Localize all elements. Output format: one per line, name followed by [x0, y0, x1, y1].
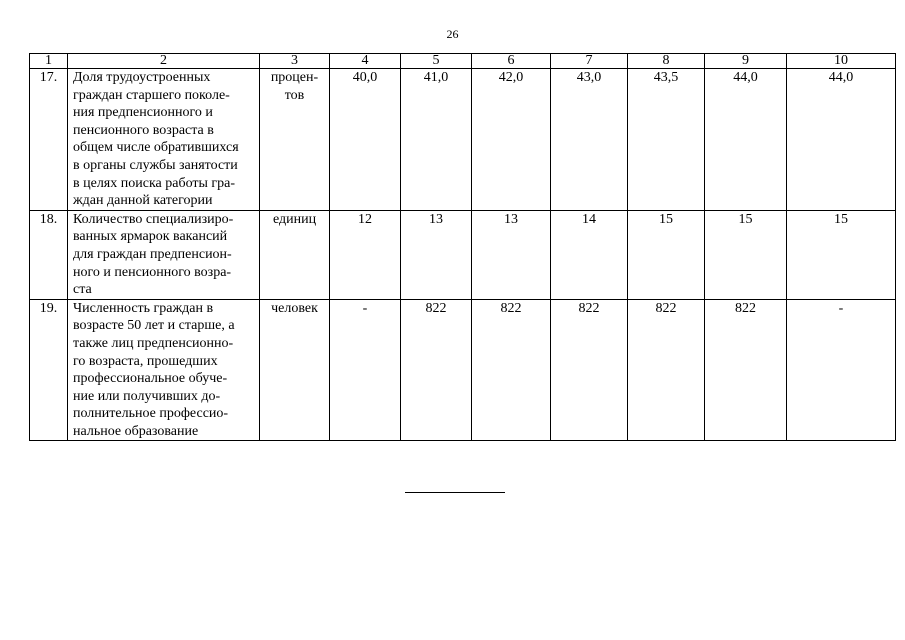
- header-cell: 4: [330, 54, 401, 69]
- value-cell: 822: [628, 299, 705, 441]
- value-cell: 40,0: [330, 69, 401, 211]
- value-cell: 44,0: [787, 69, 896, 211]
- value-cell: 15: [787, 210, 896, 299]
- value-cell: 43,5: [628, 69, 705, 211]
- header-cell: 3: [260, 54, 330, 69]
- unit-line: человек: [271, 300, 318, 316]
- header-cell: 8: [628, 54, 705, 69]
- indicator-name-line: Численность граждан в: [73, 300, 214, 316]
- indicator-name: [68, 69, 260, 211]
- value-cell: 13: [472, 210, 551, 299]
- indicator-name-line: возрасте 50 лет и старше, а: [73, 318, 235, 334]
- indicators-table: [29, 53, 896, 441]
- page-number: 26: [446, 27, 459, 41]
- indicator-name-line: Количество специализиро-: [73, 211, 234, 227]
- unit-line: тов: [284, 87, 305, 103]
- indicator-name-line: также лиц предпенсионно-: [73, 335, 234, 351]
- indicator-name-line: общем числе обратившихся: [73, 140, 239, 156]
- table-row: [30, 69, 896, 211]
- indicator-name-line: ние или получивших до-: [73, 388, 221, 404]
- indicator-name-line: полнительное профессио-: [73, 406, 229, 422]
- indicator-name-line: ждан данной категории: [73, 193, 213, 209]
- indicator-name-line: граждан старшего поколе-: [73, 87, 230, 103]
- header-cell: 7: [551, 54, 628, 69]
- value-cell: -: [787, 299, 896, 441]
- indicator-name-line: нальное образование: [73, 423, 199, 439]
- indicator-name-line: в целях поиска работы гра-: [73, 175, 236, 191]
- header-cell: 2: [68, 54, 260, 69]
- header-row: [30, 54, 896, 69]
- header-cell: 6: [472, 54, 551, 69]
- value-cell: 15: [705, 210, 787, 299]
- indicator-name-line: ста: [73, 282, 92, 298]
- value-cell: 13: [401, 210, 472, 299]
- value-cell: 822: [705, 299, 787, 441]
- unit-cell: [260, 210, 330, 299]
- header-cell: 9: [705, 54, 787, 69]
- indicator-name-line: пенсионного возраста в: [73, 122, 214, 138]
- value-cell: -: [330, 299, 401, 441]
- indicator-name-line: для граждан предпенсион-: [73, 246, 232, 262]
- table-row: [30, 299, 896, 441]
- value-cell: 41,0: [401, 69, 472, 211]
- value-cell: 822: [551, 299, 628, 441]
- indicator-name: [68, 210, 260, 299]
- indicator-name-line: профессиональное обуче-: [73, 371, 228, 387]
- indicator-name-line: ния предпенсионного и: [73, 105, 213, 121]
- footer-rule: [405, 492, 505, 493]
- unit-cell: [260, 299, 330, 441]
- table-row: [30, 210, 896, 299]
- indicator-name-line: ного и пенсионного возра-: [73, 264, 232, 280]
- value-cell: 14: [551, 210, 628, 299]
- indicator-name-line: в органы службы занятости: [73, 157, 238, 173]
- value-cell: 44,0: [705, 69, 787, 211]
- header-cell: 1: [30, 54, 68, 69]
- unit-line: процен-: [270, 70, 319, 85]
- value-cell: 42,0: [472, 69, 551, 211]
- value-cell: 822: [401, 299, 472, 441]
- indicator-name-line: Доля трудоустроенных: [73, 70, 211, 85]
- row-number: 18.: [30, 210, 68, 299]
- value-cell: 12: [330, 210, 401, 299]
- header-cell: 10: [787, 54, 896, 69]
- row-number: 17.: [30, 69, 68, 211]
- header-cell: 5: [401, 54, 472, 69]
- value-cell: 822: [472, 299, 551, 441]
- row-number: 19.: [30, 299, 68, 441]
- value-cell: 15: [628, 210, 705, 299]
- value-cell: 43,0: [551, 69, 628, 211]
- unit-line: единиц: [272, 211, 317, 227]
- unit-cell: [260, 69, 330, 211]
- indicator-name: [68, 299, 260, 441]
- indicator-name-line: го возраста, прошедших: [73, 353, 218, 369]
- indicator-name-line: ванных ярмарок вакансий: [73, 229, 228, 245]
